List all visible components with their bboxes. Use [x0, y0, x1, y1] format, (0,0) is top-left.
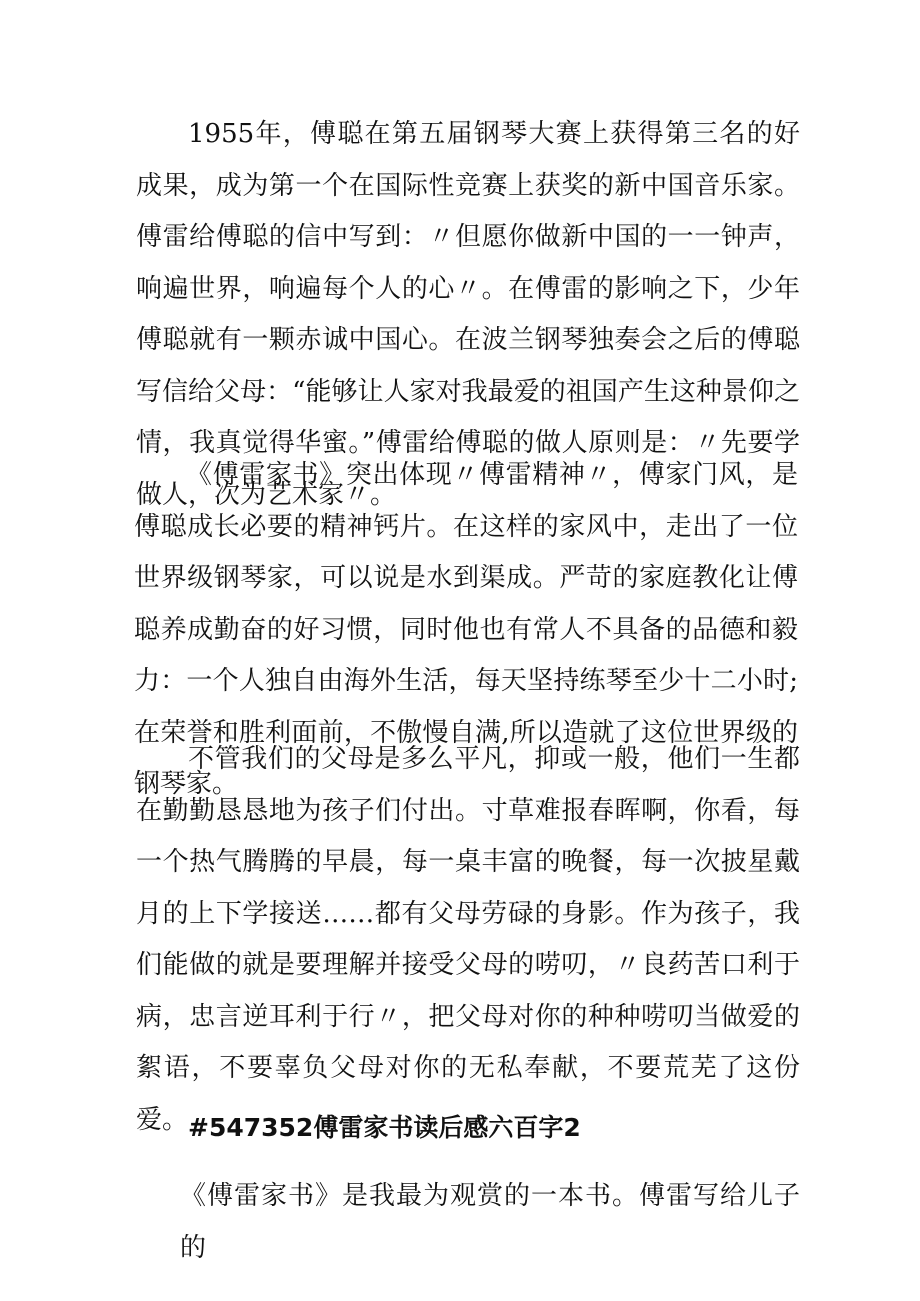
paragraph-3: 不管我们的父母是多么平凡，抑或一般，他们一生都在勤勤恳恳地为孩子们付出。寸草难报春晖啊，你看，每一个热气腾腾的早晨，每一桌丰富的晚餐，每一次披星戴月的上下学接送……都有父母劳碌的身影。作为孩子，我们能做的就是要理解并接受父母的唠叨，〃良药苦口利于病，忠言逆耳利于行〃，把父母对你的种种唠叨当做爱的絮语，不要辜负父母对你的无私奉献，不要荒芜了这份爱。 [136, 744, 800, 1135]
paragraph-2: 《傅雷家书》突出体现〃傅雷精神〃，傅家门风，是傅聪成长必要的精神钙片。在这样的家风中，走出了一位世界级钢琴家，可以说是水到渠成。严苛的家庭教化让傅聪养成勤奋的好习惯，同时他也有常人不具备的品德和毅力：一个人独自由海外生活，每天坚持练琴至少十二小时;在荣誉和胜利面前，不傲慢自满,所以造就了这位世界级的钢琴家。 [134, 460, 798, 799]
paragraph-1: 1955年，傅聪在第五届钢琴大赛上获得第三名的好成果，成为第一个在国际性竞赛上获奖的新中国音乐家。傅雷给傅聪的信中写到：〃但愿你做新中国的一一钟声，响遍世界，响遍每个人的心〃。在傅雷的影响之下，少年傅聪就有一颗赤诚中国心。在波兰钢琴独奏会之后的傅聪写信给父母：“能够让人家对我最爱的祖国产生这种景仰之情，我真觉得华蜜。”傅雷给傅聪的做人原则是：〃先要学做人，次为艺术家〃。 [136, 119, 800, 510]
section-heading: #547352傅雷家书读后感六百字2 [188, 1113, 581, 1142]
paragraph-4: 《傅雷家书》是我最为观赏的一本书。傅雷写给儿子的 [180, 1181, 800, 1263]
